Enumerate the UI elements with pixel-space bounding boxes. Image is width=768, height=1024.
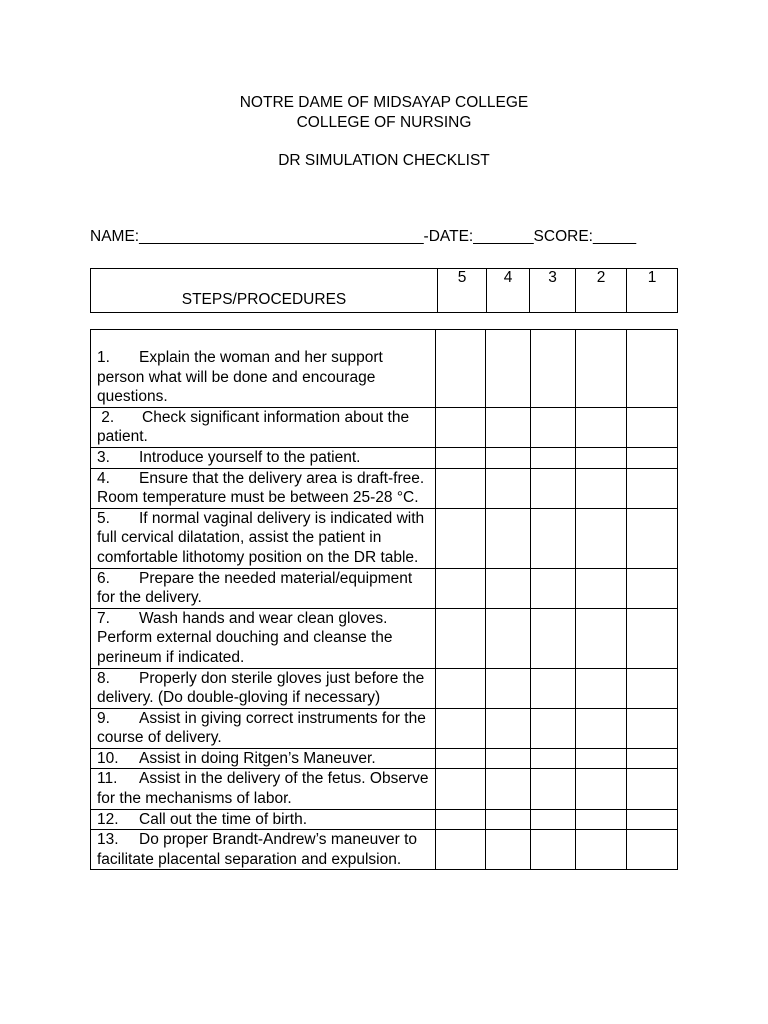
step-number: 7. (97, 609, 110, 627)
score-cell-1[interactable] (627, 748, 678, 769)
score-cell-5[interactable] (436, 608, 486, 668)
table-row (91, 468, 678, 508)
step-cell (91, 508, 436, 568)
document-title: DR SIMULATION CHECKLIST (278, 152, 490, 169)
name-date-score-line: NAME:_________________________________-DATE:_______SCORE:_____ (90, 228, 637, 245)
step-text: Assist in the delivery of the fetus. Observe for the mechanisms of labor. (97, 770, 429, 808)
step-number: 9. (97, 709, 110, 727)
score-cell-3[interactable] (531, 468, 576, 508)
score-cell-5[interactable] (436, 508, 486, 568)
table-row (91, 568, 678, 608)
score-cell-4[interactable] (486, 748, 531, 769)
score-cell-1[interactable] (627, 830, 678, 870)
step-number: 11. (97, 770, 118, 788)
table-row (91, 447, 678, 468)
step-cell (91, 447, 436, 468)
table-row (91, 668, 678, 708)
score-cell-1[interactable] (627, 468, 678, 508)
table-row (91, 830, 678, 870)
score-cell-3[interactable] (531, 708, 576, 748)
step-text: Assist in giving correct instruments for the course of delivery. (97, 709, 426, 747)
score-cell-4[interactable] (486, 608, 531, 668)
score-cell-2[interactable] (576, 608, 627, 668)
table-row (91, 608, 678, 668)
score-cell-1[interactable] (627, 330, 678, 408)
score-cell-1[interactable] (627, 447, 678, 468)
score-header-4: 4 (487, 269, 530, 313)
checklist-header-table (90, 268, 678, 313)
score-cell-5[interactable] (436, 708, 486, 748)
score-cell-3[interactable] (531, 809, 576, 830)
score-cell-5[interactable] (436, 748, 486, 769)
step-text: Explain the woman and her support person what will be done and encourage questions. (97, 349, 383, 406)
score-cell-1[interactable] (627, 407, 678, 447)
college-name: COLLEGE OF NURSING (296, 114, 472, 131)
score-cell-5[interactable] (436, 568, 486, 608)
score-cell-2[interactable] (576, 809, 627, 830)
score-cell-4[interactable] (486, 769, 531, 809)
score-cell-4[interactable] (486, 330, 531, 408)
table-row (91, 508, 678, 568)
score-cell-5[interactable] (436, 330, 486, 408)
score-cell-3[interactable] (531, 830, 576, 870)
score-cell-5[interactable] (436, 769, 486, 809)
score-cell-3[interactable] (531, 407, 576, 447)
step-number: 2. (97, 408, 115, 426)
table-row (91, 708, 678, 748)
score-cell-2[interactable] (576, 769, 627, 809)
checklist-steps-table (90, 329, 678, 870)
step-number: 8. (97, 669, 110, 687)
step-text: Ensure that the delivery area is draft-free. Room temperature must be between 25-28 °C. (97, 469, 425, 507)
step-cell (91, 468, 436, 508)
step-cell (91, 330, 436, 408)
step-text: Check significant information about the patient. (97, 408, 410, 446)
score-cell-2[interactable] (576, 330, 627, 408)
score-cell-2[interactable] (576, 708, 627, 748)
score-cell-4[interactable] (486, 809, 531, 830)
score-cell-5[interactable] (436, 830, 486, 870)
score-cell-3[interactable] (531, 508, 576, 568)
step-cell (91, 830, 436, 870)
table-row (91, 407, 678, 447)
score-cell-3[interactable] (531, 330, 576, 408)
score-cell-5[interactable] (436, 447, 486, 468)
score-cell-3[interactable] (531, 447, 576, 468)
step-cell (91, 809, 436, 830)
score-cell-5[interactable] (436, 668, 486, 708)
step-text: Introduce yourself to the patient. (139, 448, 361, 466)
step-cell (91, 568, 436, 608)
score-cell-3[interactable] (531, 568, 576, 608)
score-cell-1[interactable] (627, 708, 678, 748)
step-number: 5. (97, 509, 110, 527)
step-cell (91, 708, 436, 748)
table-row (91, 330, 678, 408)
score-cell-1[interactable] (627, 668, 678, 708)
score-cell-3[interactable] (531, 769, 576, 809)
score-cell-4[interactable] (486, 830, 531, 870)
score-header-1: 1 (627, 269, 678, 313)
score-cell-3[interactable] (531, 748, 576, 769)
table-row (91, 809, 678, 830)
score-cell-2[interactable] (576, 830, 627, 870)
table-row (91, 769, 678, 809)
step-text: Call out the time of birth. (139, 810, 307, 828)
score-cell-3[interactable] (531, 668, 576, 708)
step-number: 6. (97, 569, 110, 587)
step-text: If normal vaginal delivery is indicated with full cervical dilatation, assist the patient in comfortable lithotomy position on the DR table. (97, 509, 425, 566)
score-cell-2[interactable] (576, 407, 627, 447)
score-cell-4[interactable] (486, 447, 531, 468)
step-cell (91, 608, 436, 668)
step-number: 12. (97, 810, 119, 828)
step-cell (91, 769, 436, 809)
step-text: Properly don sterile gloves just before the delivery. (Do double-gloving if necessary) (97, 669, 425, 707)
step-text: Prepare the needed material/equipment for the delivery. (97, 569, 413, 607)
table-row (91, 748, 678, 769)
score-cell-1[interactable] (627, 809, 678, 830)
score-cell-2[interactable] (576, 447, 627, 468)
step-text: Assist in doing Ritgen’s Maneuver. (139, 749, 376, 767)
step-number: 4. (97, 469, 110, 487)
score-cell-2[interactable] (576, 468, 627, 508)
step-number: 13. (97, 831, 119, 849)
score-cell-4[interactable] (486, 668, 531, 708)
step-number: 10. (97, 749, 119, 767)
score-cell-5[interactable] (436, 468, 486, 508)
score-header-2: 2 (576, 269, 627, 313)
step-text: Do proper Brandt-Andrew’s maneuver to facilitate placental separation and expulsion. (97, 831, 417, 868)
step-cell (91, 668, 436, 708)
score-cell-4[interactable] (486, 708, 531, 748)
score-cell-4[interactable] (486, 508, 531, 568)
score-cell-1[interactable] (627, 608, 678, 668)
score-header-5: 5 (438, 269, 487, 313)
score-cell-4[interactable] (486, 468, 531, 508)
score-cell-3[interactable] (531, 608, 576, 668)
score-cell-2[interactable] (576, 508, 627, 568)
step-cell (91, 748, 436, 769)
score-cell-1[interactable] (627, 769, 678, 809)
school-name: NOTRE DAME OF MIDSAYAP COLLEGE (239, 94, 529, 111)
step-number: 3. (97, 448, 110, 466)
score-cell-2[interactable] (576, 668, 627, 708)
step-cell (91, 407, 436, 447)
score-cell-4[interactable] (486, 568, 531, 608)
score-cell-4[interactable] (486, 407, 531, 447)
step-number: 1. (97, 349, 110, 366)
score-cell-2[interactable] (576, 748, 627, 769)
score-cell-5[interactable] (436, 407, 486, 447)
steps-procedures-header: STEPS/PROCEDURES (91, 269, 438, 313)
score-cell-1[interactable] (627, 568, 678, 608)
score-cell-1[interactable] (627, 508, 678, 568)
score-cell-5[interactable] (436, 809, 486, 830)
score-cell-2[interactable] (576, 568, 627, 608)
step-text: Wash hands and wear clean gloves. Perform external douching and cleanse the perineum if indicated. (97, 609, 393, 666)
score-header-3: 3 (530, 269, 576, 313)
